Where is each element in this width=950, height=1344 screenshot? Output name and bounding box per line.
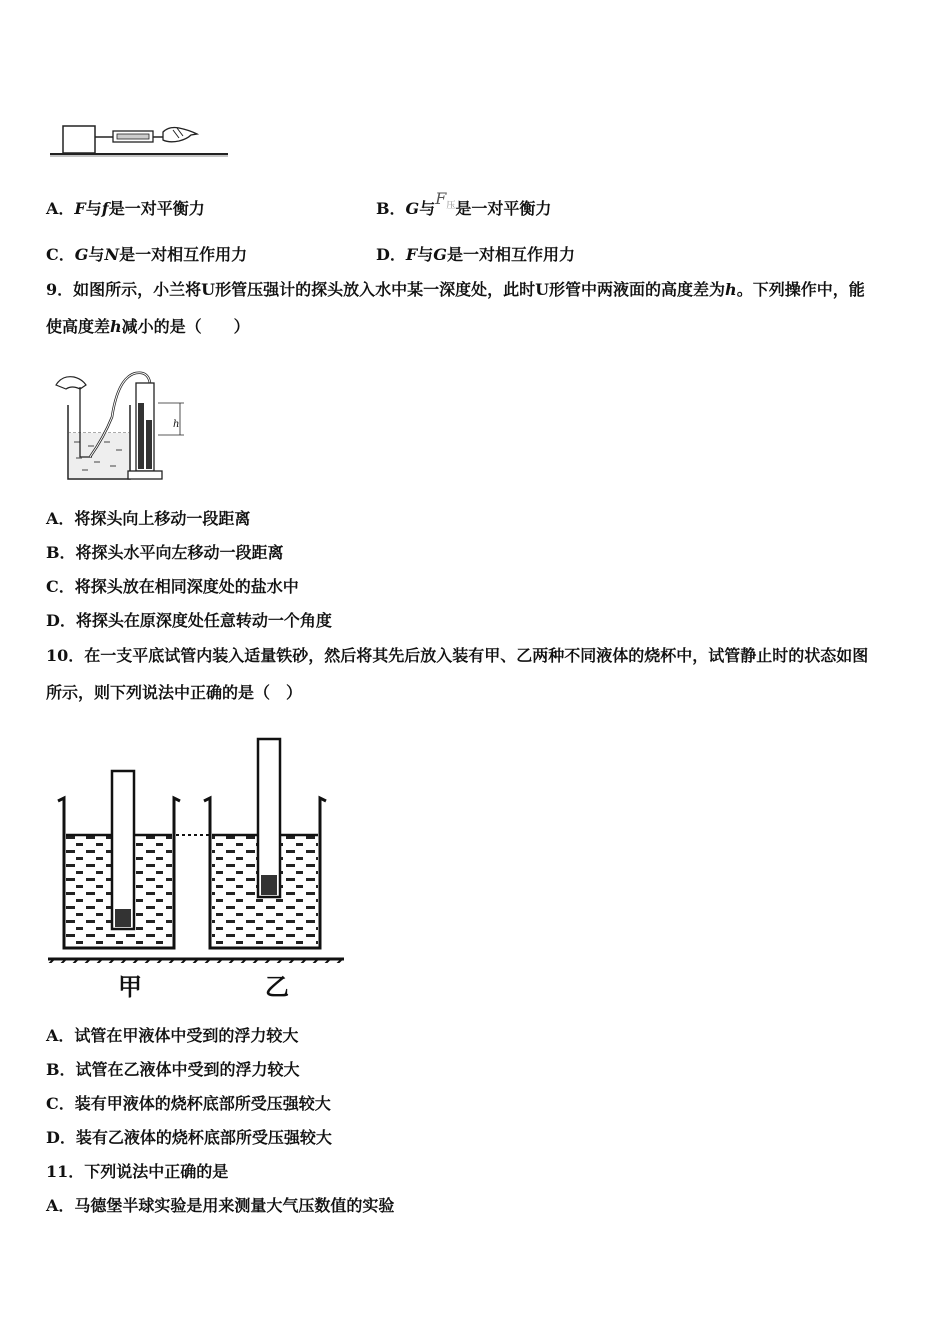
manometer-h-label: h — [173, 419, 180, 430]
q10-option-d[interactable]: D．装有乙液体的烧杯底部所受压强较大 — [46, 1128, 332, 1147]
q11-option-a[interactable]: A．马德堡半球实验是用来测量大气压数值的实验 — [46, 1196, 395, 1215]
block-spring-scale-figure — [45, 118, 235, 160]
q9-stem-line1: 9．如图所示，小兰将U形管压强计的探头放入水中某一深度处，此时U形管中两液面的高度差为h。下列操作中，能 — [46, 280, 865, 299]
q10-option-c[interactable]: C．装有甲液体的烧杯底部所受压强较大 — [46, 1094, 331, 1113]
q10-stem-line2: 所示，则下列说法中正确的是（ ） — [46, 683, 303, 702]
test-tube-beakers-figure — [44, 735, 349, 963]
q10-stem-line1: 10．在一支平底试管内装入适量铁砂，然后将其先后放入装有甲、乙两种不同液体的烧杯中，试管静止时的状态如图 — [46, 646, 869, 665]
q9-option-d[interactable]: D．将探头在原深度处任意转动一个角度 — [46, 611, 332, 630]
beaker-label-yi: 乙 — [265, 972, 289, 1001]
q8-option-a[interactable]: A．F与f是一对平衡力 — [46, 199, 205, 218]
q9-option-b[interactable]: B．将探头水平向左移动一段距离 — [46, 543, 284, 562]
q9-option-c[interactable]: C．将探头放在相同深度处的盐水中 — [46, 577, 299, 596]
q8-option-b[interactable]: B．G与$F^压$是一对平衡力 — [376, 189, 552, 218]
q9-stem-line2: 使高度差h减小的是（ ） — [46, 317, 250, 336]
q8-option-d[interactable]: D．F与G是一对相互作用力 — [376, 245, 575, 264]
q8-option-c[interactable]: C．G与N是一对相互作用力 — [46, 245, 248, 264]
q10-option-b[interactable]: B．试管在乙液体中受到的浮力较大 — [46, 1060, 300, 1079]
q10-option-a[interactable]: A．试管在甲液体中受到的浮力较大 — [46, 1026, 299, 1045]
q9-option-a[interactable]: A．将探头向上移动一段距离 — [46, 509, 251, 528]
q11-stem: 11．下列说法中正确的是 — [46, 1162, 229, 1181]
beaker-label-jia: 甲 — [118, 972, 142, 1001]
